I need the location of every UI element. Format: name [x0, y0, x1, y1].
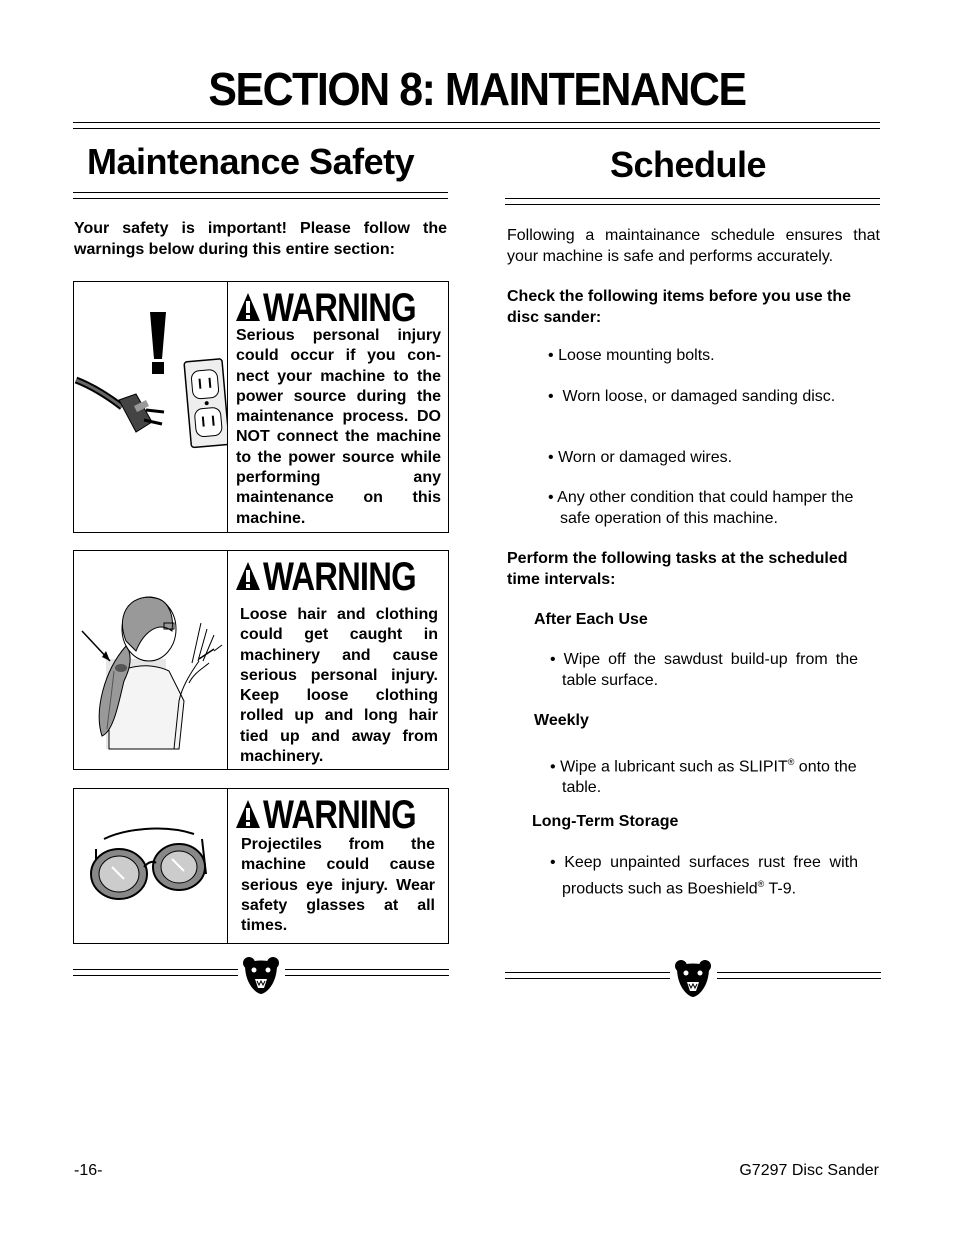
- warning-box-eyes: [73, 788, 449, 944]
- warning-text-eyes: Projectiles from the machine could cause serious eye injury. Wear safety glasses at all times.: [241, 836, 435, 935]
- page-number: -16-: [74, 1162, 103, 1179]
- warning-label: WARNING: [263, 555, 416, 599]
- bear-logo-icon: [673, 958, 713, 998]
- weekly-label: Weekly: [534, 712, 589, 729]
- warning-label: WARNING: [263, 286, 416, 330]
- check-heading: Check the following items before you use the disc sander:: [507, 288, 852, 326]
- right-bear-divider: [505, 958, 881, 998]
- check-item: • Worn or damaged wires.: [548, 449, 733, 466]
- warning-text-hair: Loose hair and clothing could get caught in machinery and cause serious personal injury. Keep loose clothing rolled up and long hair tied up and away from machinery.: [240, 606, 438, 766]
- warning-triangle-icon: [235, 292, 261, 322]
- schedule-heading: Schedule: [610, 144, 767, 185]
- bear-logo-icon: [241, 955, 281, 995]
- safety-glasses-illustration: [74, 789, 228, 943]
- right-heading-rule: [505, 198, 880, 205]
- warning-text-power: Serious personal injury could occur if you con-nect your machine to the power source during the maintenance process. DO NOT connect the machine to the power source while performing any maintenance on this machine.: [236, 327, 441, 527]
- warning-triangle-icon: [235, 561, 261, 591]
- check-item: • Loose mounting bolts.: [548, 347, 715, 364]
- check-item: • Worn loose, or damaged sanding disc.: [548, 388, 836, 405]
- plug-outlet-illustration: [74, 282, 228, 532]
- warning-label: WARNING: [263, 793, 416, 837]
- long-term-item: • Keep unpainted surfaces rust free with products such as Boeshield® T-9.: [550, 854, 858, 897]
- maintenance-safety-heading: Maintenance Safety: [87, 141, 415, 182]
- hair-hazard-illustration: [74, 551, 228, 769]
- weekly-item: • Wipe a lubricant such as SLIPIT® onto the table.: [550, 757, 857, 796]
- tasks-heading: Perform the following tasks at the scheduled time intervals:: [507, 550, 848, 588]
- long-term-label: Long-Term Storage: [532, 813, 679, 830]
- safety-intro: Your safety is important! Please follow the warnings below during this entire section:: [74, 220, 447, 258]
- left-heading-rule: [73, 192, 448, 199]
- after-each-use-item: • Wipe off the sawdust build-up from the table surface.: [550, 651, 858, 689]
- warning-box-hair: [73, 550, 449, 770]
- left-bear-divider: [73, 955, 449, 995]
- title-rule: [73, 122, 880, 129]
- warning-box-power: [73, 281, 449, 533]
- after-each-use-label: After Each Use: [534, 611, 648, 628]
- check-item: • Any other condition that could hamper the safe operation of this machine.: [548, 489, 854, 527]
- exclamation-icon: [150, 312, 166, 374]
- schedule-intro: Following a maintainance schedule ensures that your machine is safe and performs accurately.: [507, 227, 880, 265]
- page-title: SECTION 8: MAINTENANCE: [208, 63, 746, 115]
- doc-title: G7297 Disc Sander: [739, 1162, 879, 1179]
- warning-triangle-icon: [235, 799, 261, 829]
